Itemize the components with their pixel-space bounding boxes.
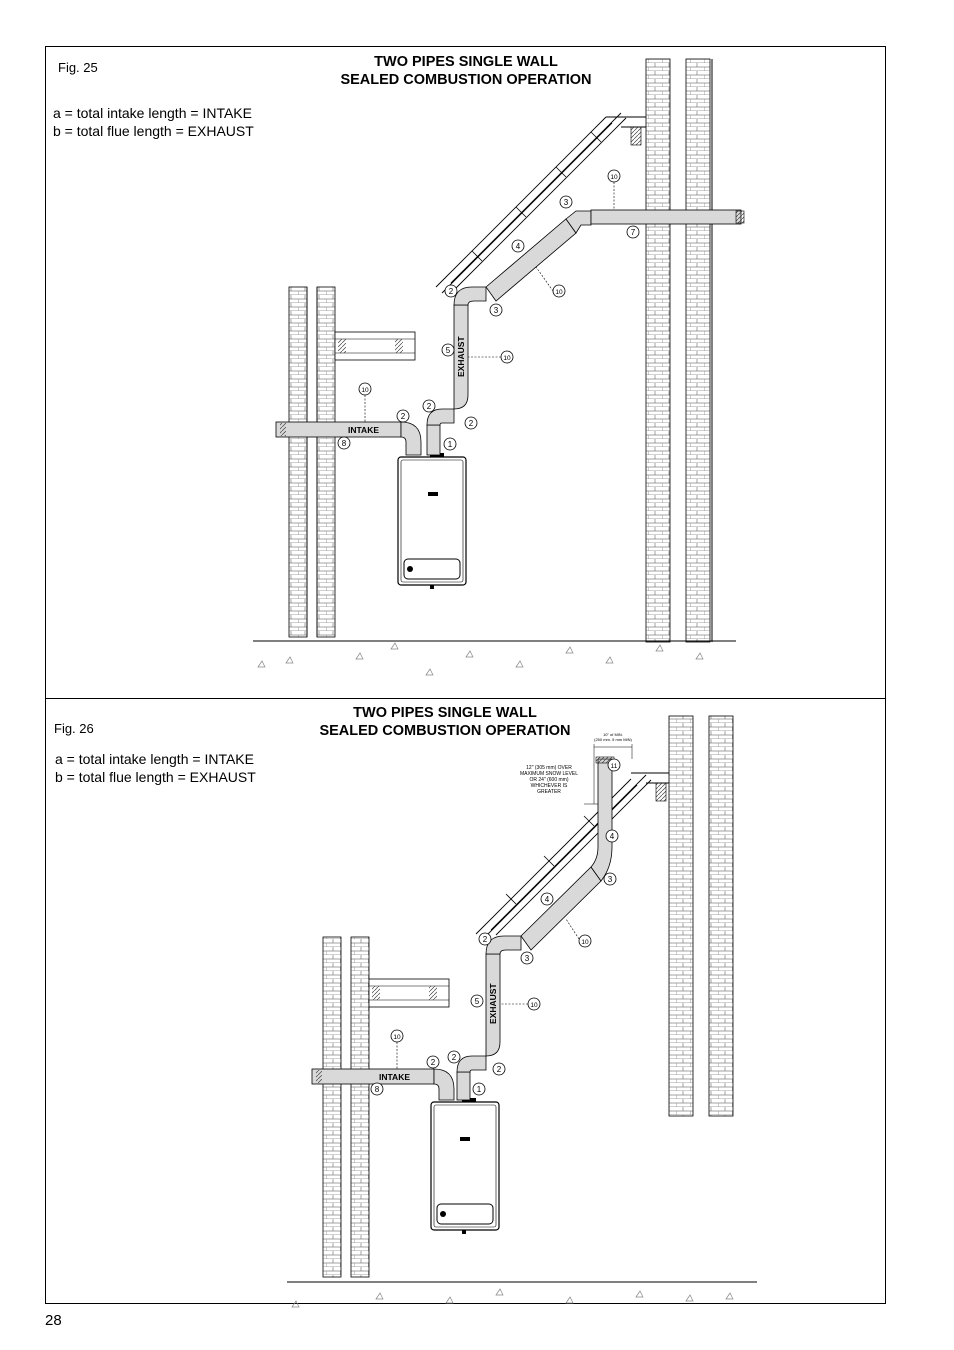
svg-text:OR 24" (600 mm): OR 24" (600 mm) [529,777,569,783]
callout-2 [445,285,457,297]
callout-2 [465,417,477,429]
svg-text:3: 3 [493,306,499,315]
callout-3 [604,873,616,885]
callout-4 [606,830,618,842]
installation-diagram-26 [46,699,887,1305]
callout-2 [493,1063,505,1075]
svg-text:2: 2 [426,402,432,411]
callout-4 [512,240,524,252]
svg-text:10: 10 [503,355,511,362]
callout-10 [391,1030,403,1042]
svg-text:10: 10 [530,1002,538,1009]
svg-text:2: 2 [468,419,474,428]
intake-label: INTAKE [379,1072,411,1082]
svg-text:10: 10 [393,1034,401,1041]
svg-text:10: 10 [555,289,563,296]
ceiling-joist [369,979,449,1007]
svg-text:2: 2 [451,1053,457,1062]
callout-8 [338,437,350,449]
svg-text:2: 2 [482,935,488,944]
title-line-2: SEALED COMBUSTION OPERATION [340,72,592,88]
svg-text:2: 2 [400,412,406,421]
svg-text:4: 4 [609,832,615,841]
right-brick-wall [646,59,712,642]
svg-text:10: 10 [581,939,589,946]
floor [287,1282,757,1307]
svg-text:3: 3 [563,198,569,207]
legend-intake: a = total intake length = INTAKE [55,751,254,767]
svg-text:4: 4 [515,242,521,251]
legend-exhaust: b = total flue length = EXHAUST [53,123,254,139]
ceiling-joist [335,332,415,360]
roof-slope [476,773,669,940]
svg-text:GREATER: GREATER [537,789,561,795]
svg-text:10: 10 [361,387,369,394]
installation-diagram-25 [46,47,887,700]
exhaust-label: EXHAUST [456,336,466,377]
callout-7 [627,226,639,238]
svg-text:5: 5 [445,346,451,355]
legend-intake: a = total intake length = INTAKE [53,105,252,121]
callout-2 [427,1056,439,1068]
callout-3 [490,304,502,316]
intake-label: INTAKE [348,425,380,435]
boiler-unit [431,1098,499,1234]
callout-5 [471,995,483,1007]
svg-text:10: 10 [610,174,618,181]
callout-2 [479,933,491,945]
svg-text:8: 8 [374,1085,380,1094]
svg-text:11: 11 [610,763,618,770]
callout-1 [444,438,456,450]
callout-10 [579,935,591,947]
figure-label: Fig. 25 [58,60,98,75]
svg-text:8: 8 [341,439,347,448]
svg-text:1: 1 [476,1085,482,1094]
callout-11 [608,759,620,771]
svg-text:2: 2 [448,287,454,296]
callout-10 [359,383,371,395]
svg-text:7: 7 [630,228,636,237]
page-number: 28 [45,1312,62,1329]
callout-2 [397,410,409,422]
exhaust-label: EXHAUST [488,983,498,1024]
callout-3 [521,952,533,964]
callout-4 [541,893,553,905]
figure-label: Fig. 26 [54,721,94,736]
svg-text:2: 2 [430,1058,436,1067]
legend-exhaust: b = total flue length = EXHAUST [55,769,256,785]
callout-2 [448,1051,460,1063]
callout-5 [442,344,454,356]
left-brick-wall [289,287,335,637]
callout-2 [423,400,435,412]
left-brick-wall [323,937,369,1277]
svg-text:3: 3 [524,954,530,963]
roof-slope [436,113,646,293]
callout-10 [501,351,513,363]
boiler-unit [398,453,466,589]
callout-10 [528,998,540,1010]
svg-text:1: 1 [447,440,453,449]
svg-text:4: 4 [544,895,550,904]
svg-text:5: 5 [474,997,480,1006]
svg-text:3: 3 [607,875,613,884]
exhaust-pipe [457,757,614,1100]
right-brick-wall [669,716,733,1116]
callout-8 [371,1083,383,1095]
floor [253,641,736,675]
figure-25-panel [45,46,886,699]
svg-text:WHICHEVER IS: WHICHEVER IS [530,783,568,789]
svg-text:MAXIMUM SNOW LEVEL: MAXIMUM SNOW LEVEL [519,771,579,777]
figure-26-panel [45,698,886,1304]
svg-text:(250 mm. 5 mm MIN): (250 mm. 5 mm MIN) [594,737,632,742]
svg-text:10" of MIN.: 10" of MIN. [603,732,623,737]
title-line-1: TWO PIPES SINGLE WALL [353,705,537,721]
callout-10 [553,285,565,297]
svg-text:2: 2 [496,1065,502,1074]
title-line-2: SEALED COMBUSTION OPERATION [319,723,571,739]
svg-text:12" (305 mm) OVER: 12" (305 mm) OVER [526,765,572,771]
title-line-1: TWO PIPES SINGLE WALL [374,54,558,70]
callout-3 [560,196,572,208]
callout-10 [608,170,620,182]
callout-1 [473,1083,485,1095]
snow-level-note [520,765,578,795]
